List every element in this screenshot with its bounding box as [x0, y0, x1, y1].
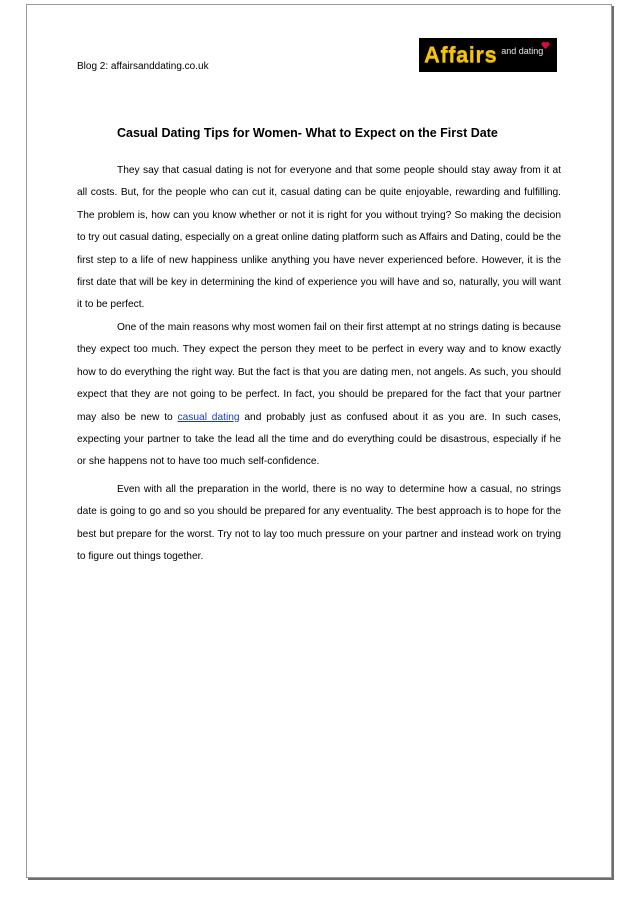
casual-dating-link[interactable]: casual dating	[177, 411, 240, 423]
blog-label: Blog 2: affairsanddating.co.uk	[77, 61, 209, 72]
paragraph-2-text-after: and probably just as confused about it as you are. In such cases, expecting your partner to take the lead all the time and do everything could be disastrous, especially if he or she happens not to have too much self-confidence.	[77, 411, 561, 468]
paragraph-2	[77, 317, 561, 474]
heart-icon	[541, 41, 550, 50]
paragraph-2-text-before: One of the main reasons why most women fail on their first attempt at no strings dating is because they expect too much. They expect the person they meet to be perfect in every way and to know exactly how to do everything the right way. But the fact is that you are dating men, not angels. As such, you should expect that they are not going to be perfect. In fact, you should be prepared for the fact that your partner may also be new to	[77, 322, 561, 423]
logo-main-text: Affairs	[424, 42, 498, 67]
affairs-and-dating-logo	[419, 38, 557, 72]
logo-sub-text: and dating	[501, 46, 544, 56]
paragraph-1: They say that casual dating is not for everyone and that some people should stay away from it at all costs. But, for the people who can cut it, casual dating can be quite enjoyable, rewarding and fulfilling. The problem is, how can you know whether or not it is right for you without trying? So making the decision to try out casual dating, especially on a great online dating platform such as Affairs and Dating, could be the first step to a life of new happiness unlike anything you have never experienced before. However, it is the first date that will be key in determining the kind of experience you will have and so, naturally, you will want it to be perfect.	[77, 165, 562, 311]
paragraph-3: Even with all the preparation in the world, there is no way to determine how a casual, no strings date is going to go and so you should be prepared for any eventuality. The best approach is to hope for the best but prepare for the worst. Try not to lay too much pressure on your partner and instead work on trying to figure out things together.	[77, 484, 561, 563]
article-title: Casual Dating Tips for Women- What to Expect on the First Date	[117, 126, 498, 140]
